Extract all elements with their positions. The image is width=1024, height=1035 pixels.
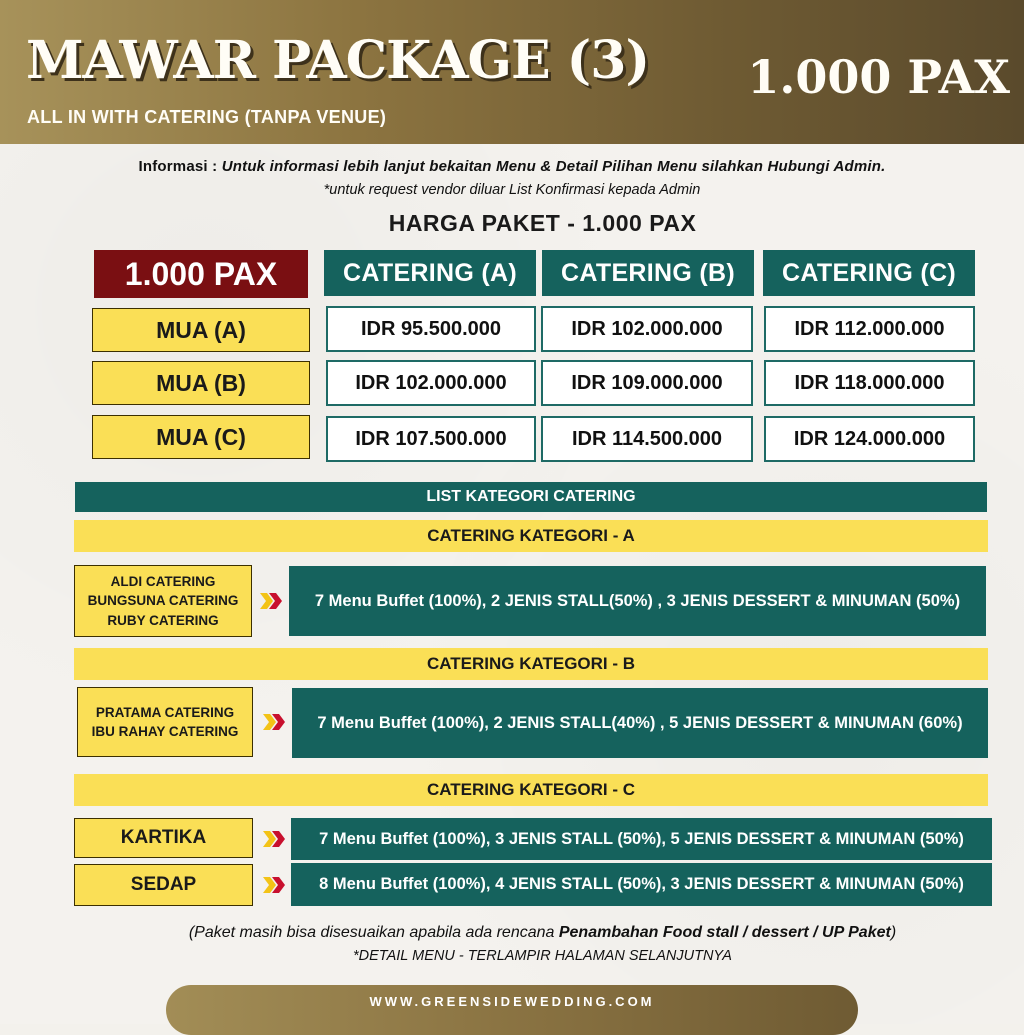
category-c-sedap-description: 8 Menu Buffet (100%), 4 JENIS STALL (50%), 3 JENIS DESSERT & MINUMAN (50%) xyxy=(291,863,992,906)
header-pax-count: 1.000 PAX xyxy=(747,50,1010,104)
price-cell: IDR 107.500.000 xyxy=(326,416,536,462)
vendor-name: RUBY CATERING xyxy=(107,612,219,628)
catering-list-title: LIST KATEGORI CATERING xyxy=(75,482,987,512)
info-text: Untuk informasi lebih lanjut bekaitan Menu & Detail Pilihan Menu silahkan Hubungi Admin. xyxy=(221,158,886,175)
price-cell: IDR 124.000.000 xyxy=(764,416,975,462)
package-note xyxy=(0,924,1024,942)
column-header-catering-c: CATERING (C) xyxy=(763,250,975,296)
vendor-name: IBU RAHAY CATERING xyxy=(91,724,239,739)
category-b-title: CATERING KATEGORI - B xyxy=(74,648,988,680)
category-c-vendor-sedap xyxy=(74,864,253,906)
price-table-title: HARGA PAKET - 1.000 PAX xyxy=(388,210,697,236)
category-a-description: 7 Menu Buffet (100%), 2 JENIS STALL(50%) , 3 JENIS DESSERT & MINUMAN (50%) xyxy=(289,566,986,636)
vendor-name: KARTIKA xyxy=(120,827,207,848)
note-bold: Penambahan Food stall / dessert / UP Paket xyxy=(558,924,891,941)
website-url[interactable]: WWW.GREENSIDEWEDDING.COM xyxy=(369,994,655,1009)
price-cell: IDR 95.500.000 xyxy=(326,306,536,352)
pax-label-box: 1.000 PAX xyxy=(94,250,308,298)
price-cell: IDR 112.000.000 xyxy=(764,306,975,352)
column-header-catering-a: CATERING (A) xyxy=(324,250,536,296)
price-cell: IDR 109.000.000 xyxy=(541,360,753,406)
note-suffix: ) xyxy=(890,924,897,941)
price-cell: IDR 102.000.000 xyxy=(541,306,753,352)
category-c-kartika-description: 7 Menu Buffet (100%), 3 JENIS STALL (50%), 5 JENIS DESSERT & MINUMAN (50%) xyxy=(291,818,992,860)
vendor-name: BUNGSUNA CATERING xyxy=(87,593,239,609)
note-prefix: (Paket masih bisa disesuaikan apabila ada rencana xyxy=(188,924,559,941)
package-title: MAWAR PACKAGE (3) xyxy=(26,30,650,91)
package-subtitle: ALL IN WITH CATERING (TANPA VENUE) xyxy=(27,107,387,127)
category-b-description: 7 Menu Buffet (100%), 2 JENIS STALL(40%) , 5 JENIS DESSERT & MINUMAN (60%) xyxy=(292,688,988,758)
category-c-title: CATERING KATEGORI - C xyxy=(74,774,988,806)
column-header-catering-b: CATERING (B) xyxy=(542,250,754,296)
price-cell: IDR 102.000.000 xyxy=(326,360,536,406)
price-cell: IDR 118.000.000 xyxy=(764,360,975,406)
footer-banner xyxy=(166,985,858,1035)
vendor-name: ALDI CATERING xyxy=(110,573,216,589)
vendor-name: SEDAP xyxy=(130,874,197,895)
vendor-name: PRATAMA CATERING xyxy=(95,704,235,720)
category-b-vendors xyxy=(77,687,253,757)
category-a-title: CATERING KATEGORI - A xyxy=(74,520,988,552)
price-cell: IDR 114.500.000 xyxy=(541,416,753,462)
double-chevron-right-icon xyxy=(260,593,284,609)
category-c-vendor-kartika xyxy=(74,818,253,858)
double-chevron-right-icon xyxy=(263,877,287,893)
info-label: Informasi : xyxy=(138,158,222,175)
info-line xyxy=(0,158,1024,175)
double-chevron-right-icon xyxy=(263,831,287,847)
category-a-vendors xyxy=(74,565,252,637)
row-label-mua-b: MUA (B) xyxy=(92,361,310,405)
detail-menu-note: *DETAIL MENU - TERLAMPIR HALAMAN SELANJUTNYA xyxy=(353,948,732,964)
row-label-mua-c: MUA (C) xyxy=(92,415,310,459)
double-chevron-right-icon xyxy=(263,714,287,730)
row-label-mua-a: MUA (A) xyxy=(92,308,310,352)
request-note: *untuk request vendor diluar List Konfirmasi kepada Admin xyxy=(323,182,701,198)
